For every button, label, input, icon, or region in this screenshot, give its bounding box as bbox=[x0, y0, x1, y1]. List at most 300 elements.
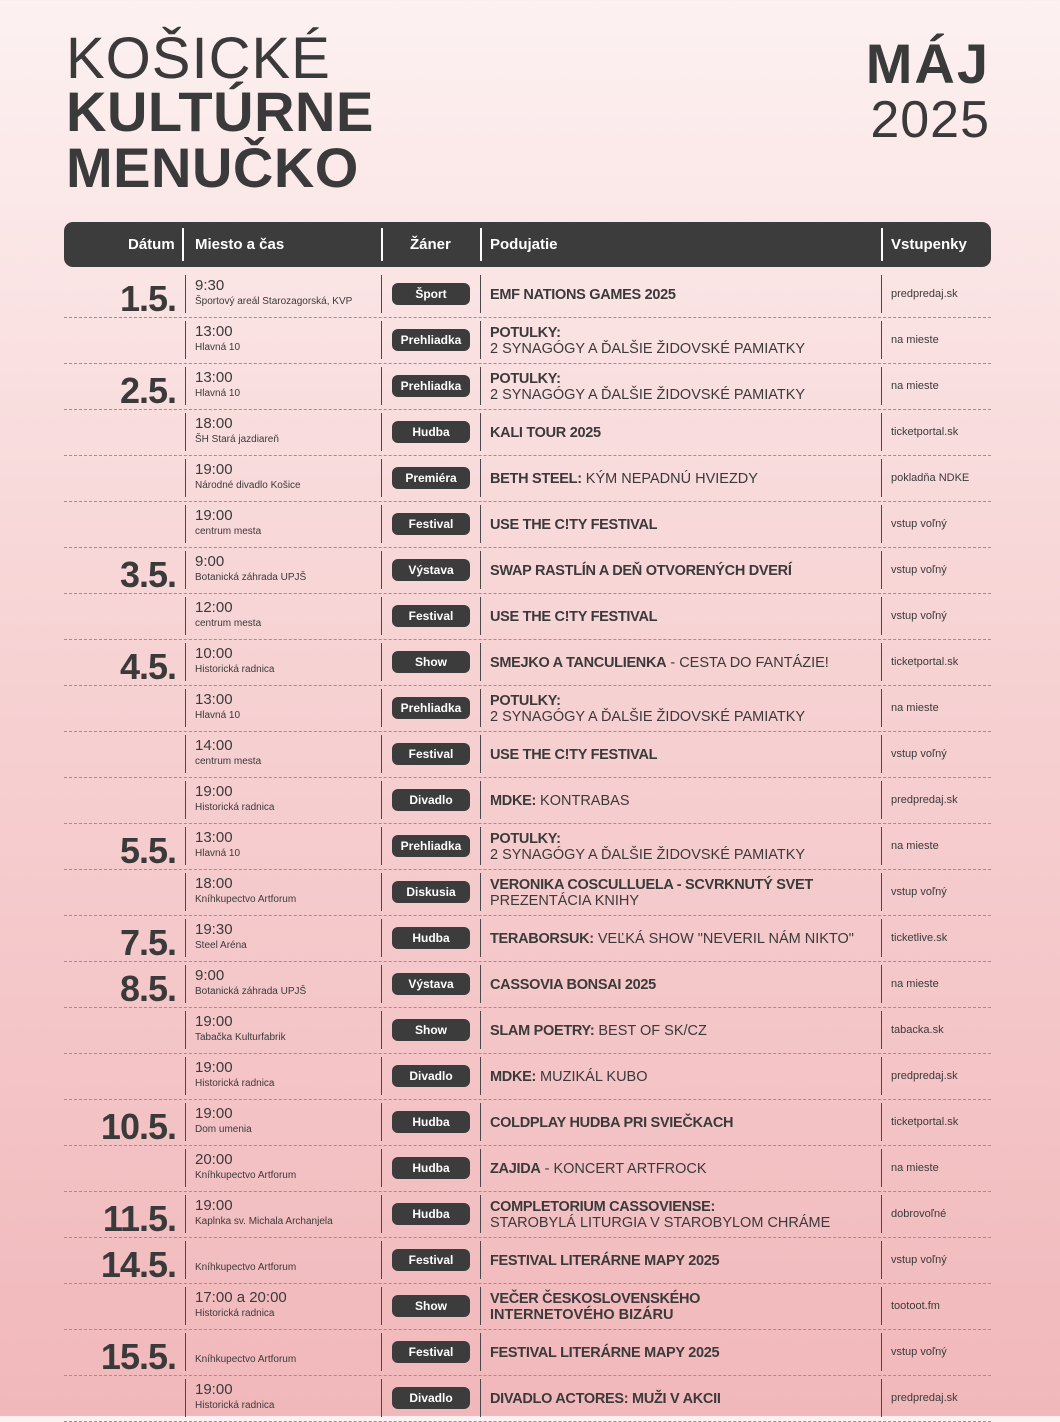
event-title bbox=[490, 1008, 870, 1053]
ticket-info: vstup voľný bbox=[891, 748, 947, 760]
event-date: 8.5. bbox=[119, 968, 176, 1009]
row-divider bbox=[480, 459, 481, 497]
genre-badge: Výstava bbox=[392, 559, 470, 581]
row-divider bbox=[381, 827, 382, 865]
event-title-bold: POTULKY: bbox=[490, 830, 561, 847]
table-row bbox=[64, 1008, 991, 1054]
event-time: 9:00 bbox=[195, 967, 225, 984]
row-divider bbox=[185, 1333, 186, 1371]
event-title-bold: ZAJIDA bbox=[490, 1160, 541, 1177]
event-title-bold: USE THE C!TY FESTIVAL bbox=[490, 746, 658, 763]
event-venue: Kníhkupectvo Artforum bbox=[195, 1262, 297, 1273]
table-row bbox=[64, 548, 991, 594]
table-row bbox=[64, 1192, 991, 1238]
row-divider bbox=[381, 321, 382, 359]
row-divider bbox=[881, 873, 882, 911]
event-date: 4.5. bbox=[119, 646, 176, 687]
title-line-1: KOŠICKÉ bbox=[66, 26, 331, 91]
event-time: 9:00 bbox=[195, 553, 225, 570]
event-title-line bbox=[490, 877, 870, 893]
row-divider bbox=[381, 1195, 382, 1233]
table-row bbox=[64, 870, 991, 916]
genre-badge: Prehliadka bbox=[392, 697, 470, 719]
row-divider bbox=[185, 827, 186, 865]
row-divider bbox=[480, 919, 481, 957]
event-title-line bbox=[490, 1199, 870, 1215]
title-line-2: KULTÚRNE bbox=[66, 80, 374, 143]
genre-badge: Festival bbox=[392, 605, 470, 627]
row-divider bbox=[185, 735, 186, 773]
event-title-bold: SWAP RASTLÍN A DEŇ OTVORENÝCH DVERÍ bbox=[490, 562, 792, 579]
ticket-info: predpredaj.sk bbox=[891, 1392, 958, 1404]
ticket-info: na mieste bbox=[891, 1162, 939, 1174]
row-divider bbox=[480, 1011, 481, 1049]
event-time: 13:00 bbox=[195, 691, 233, 708]
genre-badge: Festival bbox=[392, 743, 470, 765]
table-row bbox=[64, 1146, 991, 1192]
ticket-info: vstup voľný bbox=[891, 610, 947, 622]
event-title-rest: KONTRABAS bbox=[536, 792, 630, 809]
row-divider bbox=[185, 505, 186, 543]
table-row bbox=[64, 410, 991, 456]
ticket-info: tabacka.sk bbox=[891, 1024, 944, 1036]
event-date: 3.5. bbox=[119, 554, 176, 595]
row-divider bbox=[185, 413, 186, 451]
genre-badge: Šport bbox=[392, 283, 470, 305]
event-time: 20:00 bbox=[195, 1151, 233, 1168]
event-subtitle: 2 SYNAGÓGY A ĎALŠIE ŽIDOVSKÉ PAMIATKY bbox=[490, 386, 806, 403]
event-title bbox=[490, 1284, 870, 1329]
event-venue: Hlavná 10 bbox=[195, 710, 241, 721]
event-title bbox=[490, 1330, 870, 1375]
month-block bbox=[865, 32, 990, 149]
row-divider bbox=[381, 551, 382, 589]
event-title-bold: DIVADLO ACTORES: MUŽI V AKCII bbox=[490, 1390, 721, 1407]
row-divider bbox=[381, 597, 382, 635]
event-venue: Historická radnica bbox=[195, 1308, 275, 1319]
ticket-info: vstup voľný bbox=[891, 1346, 947, 1358]
genre-badge: Festival bbox=[392, 1249, 470, 1271]
row-divider bbox=[381, 1287, 382, 1325]
event-title bbox=[490, 548, 870, 593]
ticket-info: predpredaj.sk bbox=[891, 288, 958, 300]
event-title bbox=[490, 732, 870, 777]
event-time: 19:00 bbox=[195, 1105, 233, 1122]
event-title-line bbox=[490, 655, 870, 671]
event-time: 19:00 bbox=[195, 1381, 233, 1398]
event-venue: Botanická záhrada UPJŠ bbox=[195, 986, 307, 997]
event-title bbox=[490, 686, 870, 731]
event-time: 13:00 bbox=[195, 369, 233, 386]
event-time: 14:00 bbox=[195, 737, 233, 754]
row-divider bbox=[185, 1103, 186, 1141]
event-time: 19:00 bbox=[195, 461, 233, 478]
ticket-info: pokladňa NDKE bbox=[891, 472, 970, 484]
event-date: 14.5. bbox=[100, 1244, 176, 1285]
row-divider bbox=[185, 1195, 186, 1233]
row-divider bbox=[881, 413, 882, 451]
table-row bbox=[64, 778, 991, 824]
row-divider bbox=[480, 321, 481, 359]
event-date: 15.5. bbox=[100, 1336, 176, 1377]
row-divider bbox=[480, 413, 481, 451]
table-row bbox=[64, 1376, 991, 1422]
ticket-info: ticketportal.sk bbox=[891, 426, 959, 438]
event-title-bold: POTULKY: bbox=[490, 324, 561, 341]
event-title-bold: USE THE C!TY FESTIVAL bbox=[490, 516, 658, 533]
event-title bbox=[490, 962, 870, 1007]
row-divider bbox=[881, 551, 882, 589]
row-divider bbox=[480, 1195, 481, 1233]
row-divider bbox=[881, 597, 882, 635]
month-year: 2025 bbox=[870, 91, 990, 149]
event-time: 18:00 bbox=[195, 875, 233, 892]
event-venue: Dom umenia bbox=[195, 1124, 252, 1135]
row-divider bbox=[185, 1149, 186, 1187]
event-subtitle-bold: INTERNETOVÉHO BIZÁRU bbox=[490, 1306, 674, 1323]
row-divider bbox=[185, 643, 186, 681]
event-title-bold: CASSOVIA BONSAI 2025 bbox=[490, 976, 656, 993]
event-title-bold: USE THE C!TY FESTIVAL bbox=[490, 608, 658, 625]
row-divider bbox=[381, 1149, 382, 1187]
event-subtitle: PREZENTÁCIA KNIHY bbox=[490, 892, 640, 909]
event-title-bold: FESTIVAL LITERÁRNE MAPY 2025 bbox=[490, 1252, 720, 1269]
ticket-info: ticketlive.sk bbox=[891, 932, 948, 944]
event-title-bold: VERONIKA COSCULLUELA - SCVRKNUTÝ SVET bbox=[490, 876, 813, 893]
row-divider bbox=[480, 367, 481, 405]
event-title-line bbox=[490, 747, 870, 763]
row-divider bbox=[881, 643, 882, 681]
ticket-info: na mieste bbox=[891, 840, 939, 852]
ticket-info: vstup voľný bbox=[891, 564, 947, 576]
event-title-bold: EMF NATIONS GAMES 2025 bbox=[490, 286, 676, 303]
row-divider bbox=[381, 1333, 382, 1371]
event-venue: Kníhkupectvo Artforum bbox=[195, 1354, 297, 1365]
event-title-line bbox=[490, 471, 870, 487]
event-title bbox=[490, 1146, 870, 1191]
row-divider bbox=[881, 1011, 882, 1049]
event-title-bold: BETH STEEL: bbox=[490, 470, 582, 487]
ticket-info: vstup voľný bbox=[891, 1254, 947, 1266]
event-title-bold: MDKE: bbox=[490, 792, 537, 809]
event-title-rest: MUZIKÁL KUBO bbox=[536, 1068, 648, 1085]
event-venue: centrum mesta bbox=[195, 526, 262, 537]
row-divider bbox=[881, 689, 882, 727]
row-divider bbox=[480, 643, 481, 681]
ticket-info: ticketportal.sk bbox=[891, 1116, 959, 1128]
genre-badge: Hudba bbox=[392, 927, 470, 949]
event-title-line bbox=[490, 831, 870, 847]
ticket-info: ticketportal.sk bbox=[891, 656, 959, 668]
ticket-info: na mieste bbox=[891, 334, 939, 346]
event-title-bold: SMEJKO A TANCULIENKA bbox=[490, 654, 667, 671]
event-venue: Hlavná 10 bbox=[195, 342, 241, 353]
row-divider bbox=[881, 1149, 882, 1187]
event-time: 13:00 bbox=[195, 323, 233, 340]
row-divider bbox=[881, 919, 882, 957]
event-title bbox=[490, 410, 870, 455]
genre-badge: Divadlo bbox=[392, 789, 470, 811]
table-row bbox=[64, 318, 991, 364]
table-row bbox=[64, 824, 991, 870]
event-time: 19:00 bbox=[195, 1059, 233, 1076]
row-divider bbox=[480, 873, 481, 911]
row-divider bbox=[381, 1011, 382, 1049]
event-title bbox=[490, 364, 870, 409]
ticket-info: predpredaj.sk bbox=[891, 1070, 958, 1082]
event-time: 17:00 a 20:00 bbox=[195, 1289, 287, 1306]
row-divider bbox=[881, 965, 882, 1003]
event-title-bold: SLAM POETRY: bbox=[490, 1022, 595, 1039]
row-divider bbox=[185, 1379, 186, 1417]
table-row bbox=[64, 916, 991, 962]
event-title-line bbox=[490, 517, 870, 533]
row-divider bbox=[381, 873, 382, 911]
event-date: 10.5. bbox=[100, 1106, 176, 1147]
event-venue: Kníhkupectvo Artforum bbox=[195, 894, 297, 905]
genre-badge: Hudba bbox=[392, 1111, 470, 1133]
row-divider bbox=[881, 827, 882, 865]
row-divider bbox=[381, 919, 382, 957]
event-title-line bbox=[490, 371, 870, 387]
row-divider bbox=[185, 965, 186, 1003]
event-title-bold: KALI TOUR 2025 bbox=[490, 424, 601, 441]
row-divider bbox=[881, 459, 882, 497]
event-title-line bbox=[490, 1291, 870, 1307]
event-venue: Historická radnica bbox=[195, 802, 275, 813]
table-header bbox=[64, 222, 991, 267]
event-time: 13:00 bbox=[195, 829, 233, 846]
event-title-bold: FESTIVAL LITERÁRNE MAPY 2025 bbox=[490, 1344, 720, 1361]
row-divider bbox=[480, 1287, 481, 1325]
ticket-info: dobrovoľné bbox=[891, 1208, 947, 1220]
event-subtitle: STAROBYLÁ LITURGIA V STAROBYLOM CHRÁME bbox=[490, 1214, 831, 1231]
row-divider bbox=[881, 1103, 882, 1141]
row-divider bbox=[480, 1149, 481, 1187]
event-title-rest: KÝM NEPADNÚ HVIEZDY bbox=[581, 470, 758, 487]
event-title-line bbox=[490, 1115, 870, 1131]
event-title bbox=[490, 640, 870, 685]
row-divider bbox=[881, 321, 882, 359]
event-title-rest: - KONCERT ARTFROCK bbox=[540, 1160, 707, 1177]
row-divider bbox=[480, 689, 481, 727]
row-divider bbox=[480, 505, 481, 543]
event-time: 19:00 bbox=[195, 1197, 233, 1214]
event-date: 5.5. bbox=[119, 830, 176, 871]
row-divider bbox=[381, 367, 382, 405]
row-divider bbox=[881, 1195, 882, 1233]
row-divider bbox=[185, 367, 186, 405]
event-subtitle: 2 SYNAGÓGY A ĎALŠIE ŽIDOVSKÉ PAMIATKY bbox=[490, 340, 806, 357]
row-divider bbox=[480, 1103, 481, 1141]
header-divider bbox=[182, 228, 184, 261]
event-title bbox=[490, 1054, 870, 1099]
row-divider bbox=[881, 735, 882, 773]
genre-badge: Hudba bbox=[392, 1157, 470, 1179]
row-divider bbox=[381, 965, 382, 1003]
event-venue: Hlavná 10 bbox=[195, 848, 241, 859]
row-divider bbox=[185, 919, 186, 957]
genre-badge: Festival bbox=[392, 513, 470, 535]
genre-badge: Diskusia bbox=[392, 881, 470, 903]
genre-badge: Prehliadka bbox=[392, 375, 470, 397]
event-subtitle: 2 SYNAGÓGY A ĎALŠIE ŽIDOVSKÉ PAMIATKY bbox=[490, 846, 806, 863]
event-venue: ŠH Stará jazdiareň bbox=[195, 434, 279, 445]
genre-badge: Premiéra bbox=[392, 467, 470, 489]
event-title-rest: - CESTA DO FANTÁZIE! bbox=[666, 654, 829, 671]
header-date: Dátum bbox=[128, 236, 175, 253]
genre-badge: Hudba bbox=[392, 421, 470, 443]
event-title bbox=[490, 1238, 870, 1283]
row-divider bbox=[480, 735, 481, 773]
event-venue: centrum mesta bbox=[195, 618, 262, 629]
genre-badge: Prehliadka bbox=[392, 329, 470, 351]
event-time: 12:00 bbox=[195, 599, 233, 616]
row-divider bbox=[185, 321, 186, 359]
row-divider bbox=[381, 459, 382, 497]
genre-badge: Festival bbox=[392, 1341, 470, 1363]
row-divider bbox=[185, 551, 186, 589]
row-divider bbox=[381, 1057, 382, 1095]
ticket-info: na mieste bbox=[891, 978, 939, 990]
event-title bbox=[490, 1376, 870, 1421]
event-title-line bbox=[490, 1253, 870, 1269]
row-divider bbox=[185, 459, 186, 497]
table-row bbox=[64, 1330, 991, 1376]
table-row bbox=[64, 686, 991, 732]
row-divider bbox=[881, 367, 882, 405]
event-title bbox=[490, 272, 870, 317]
ticket-info: predpredaj.sk bbox=[891, 794, 958, 806]
event-title bbox=[490, 824, 870, 869]
event-time: 18:00 bbox=[195, 415, 233, 432]
event-time: 19:00 bbox=[195, 783, 233, 800]
table-row bbox=[64, 1100, 991, 1146]
ticket-info: na mieste bbox=[891, 380, 939, 392]
row-divider bbox=[185, 1241, 186, 1279]
event-title bbox=[490, 870, 870, 915]
header-divider bbox=[881, 228, 883, 261]
event-title-line bbox=[490, 563, 870, 579]
row-divider bbox=[480, 1057, 481, 1095]
row-divider bbox=[480, 965, 481, 1003]
event-title bbox=[490, 916, 870, 961]
row-divider bbox=[381, 643, 382, 681]
row-divider bbox=[480, 1379, 481, 1417]
table-row bbox=[64, 962, 991, 1008]
genre-badge: Show bbox=[392, 1019, 470, 1041]
table-row bbox=[64, 1238, 991, 1284]
event-title-line bbox=[490, 977, 870, 993]
event-title-line bbox=[490, 1345, 870, 1361]
row-divider bbox=[881, 781, 882, 819]
event-time: 19:30 bbox=[195, 921, 233, 938]
event-title-line bbox=[490, 931, 870, 947]
row-divider bbox=[881, 1333, 882, 1371]
event-venue: Národné divadlo Košice bbox=[195, 480, 301, 491]
event-venue: Kaplnka sv. Michala Archanjela bbox=[195, 1216, 333, 1227]
event-title-line bbox=[490, 1069, 870, 1085]
event-title bbox=[490, 1192, 870, 1237]
event-venue: centrum mesta bbox=[195, 756, 262, 767]
event-venue: Steel Aréna bbox=[195, 940, 247, 951]
event-title-line bbox=[490, 287, 870, 303]
table-row bbox=[64, 594, 991, 640]
event-title bbox=[490, 778, 870, 823]
event-title-line bbox=[490, 425, 870, 441]
event-title-line bbox=[490, 325, 870, 341]
row-divider bbox=[381, 275, 382, 313]
table-row bbox=[64, 456, 991, 502]
event-title bbox=[490, 456, 870, 501]
row-divider bbox=[185, 597, 186, 635]
event-title-rest: VEĽKÁ SHOW "NEVERIL NÁM NIKTO" bbox=[593, 930, 854, 947]
row-divider bbox=[480, 827, 481, 865]
event-title-bold: VEČER ČESKOSLOVENSKÉHO bbox=[490, 1290, 701, 1307]
ticket-info: na mieste bbox=[891, 702, 939, 714]
row-divider bbox=[185, 275, 186, 313]
table-row bbox=[64, 1284, 991, 1330]
event-title-bold: COMPLETORIUM CASSOVIENSE: bbox=[490, 1198, 716, 1215]
table-row bbox=[64, 640, 991, 686]
genre-badge: Show bbox=[392, 1295, 470, 1317]
event-venue: Historická radnica bbox=[195, 1400, 275, 1411]
event-title-rest: BEST OF SK/CZ bbox=[594, 1022, 707, 1039]
event-venue: Hlavná 10 bbox=[195, 388, 241, 399]
row-divider bbox=[480, 597, 481, 635]
genre-badge: Show bbox=[392, 651, 470, 673]
row-divider bbox=[381, 505, 382, 543]
table-row bbox=[64, 272, 991, 318]
row-divider bbox=[381, 689, 382, 727]
month-name: MÁJ bbox=[865, 32, 990, 95]
row-divider bbox=[480, 781, 481, 819]
event-title-line bbox=[490, 693, 870, 709]
ticket-info: tootoot.fm bbox=[891, 1300, 940, 1312]
event-date: 7.5. bbox=[119, 922, 176, 963]
row-divider bbox=[185, 1057, 186, 1095]
row-divider bbox=[381, 413, 382, 451]
event-time: 19:00 bbox=[195, 507, 233, 524]
event-time: 10:00 bbox=[195, 645, 233, 662]
event-date: 11.5. bbox=[102, 1198, 176, 1239]
row-divider bbox=[185, 1287, 186, 1325]
event-title bbox=[490, 1100, 870, 1145]
row-divider bbox=[480, 551, 481, 589]
event-title-bold: COLDPLAY HUDBA PRI SVIEČKACH bbox=[490, 1114, 734, 1131]
row-divider bbox=[480, 1241, 481, 1279]
event-subtitle: 2 SYNAGÓGY A ĎALŠIE ŽIDOVSKÉ PAMIATKY bbox=[490, 708, 806, 725]
header-divider bbox=[480, 228, 482, 261]
header-genre: Žáner bbox=[410, 236, 451, 253]
row-divider bbox=[381, 781, 382, 819]
ticket-info: vstup voľný bbox=[891, 886, 947, 898]
genre-badge: Divadlo bbox=[392, 1065, 470, 1087]
event-venue: Botanická záhrada UPJŠ bbox=[195, 572, 307, 583]
event-venue: Historická radnica bbox=[195, 664, 275, 675]
table-row bbox=[64, 364, 991, 410]
row-divider bbox=[185, 1011, 186, 1049]
event-title-bold: MDKE: bbox=[490, 1068, 537, 1085]
row-divider bbox=[381, 1103, 382, 1141]
genre-badge: Hudba bbox=[392, 1203, 470, 1225]
row-divider bbox=[881, 275, 882, 313]
row-divider bbox=[381, 1379, 382, 1417]
genre-badge: Výstava bbox=[392, 973, 470, 995]
event-title-line bbox=[490, 1161, 870, 1177]
event-title-bold: TERABORSUK: bbox=[490, 930, 594, 947]
header-place: Miesto a čas bbox=[195, 236, 285, 253]
